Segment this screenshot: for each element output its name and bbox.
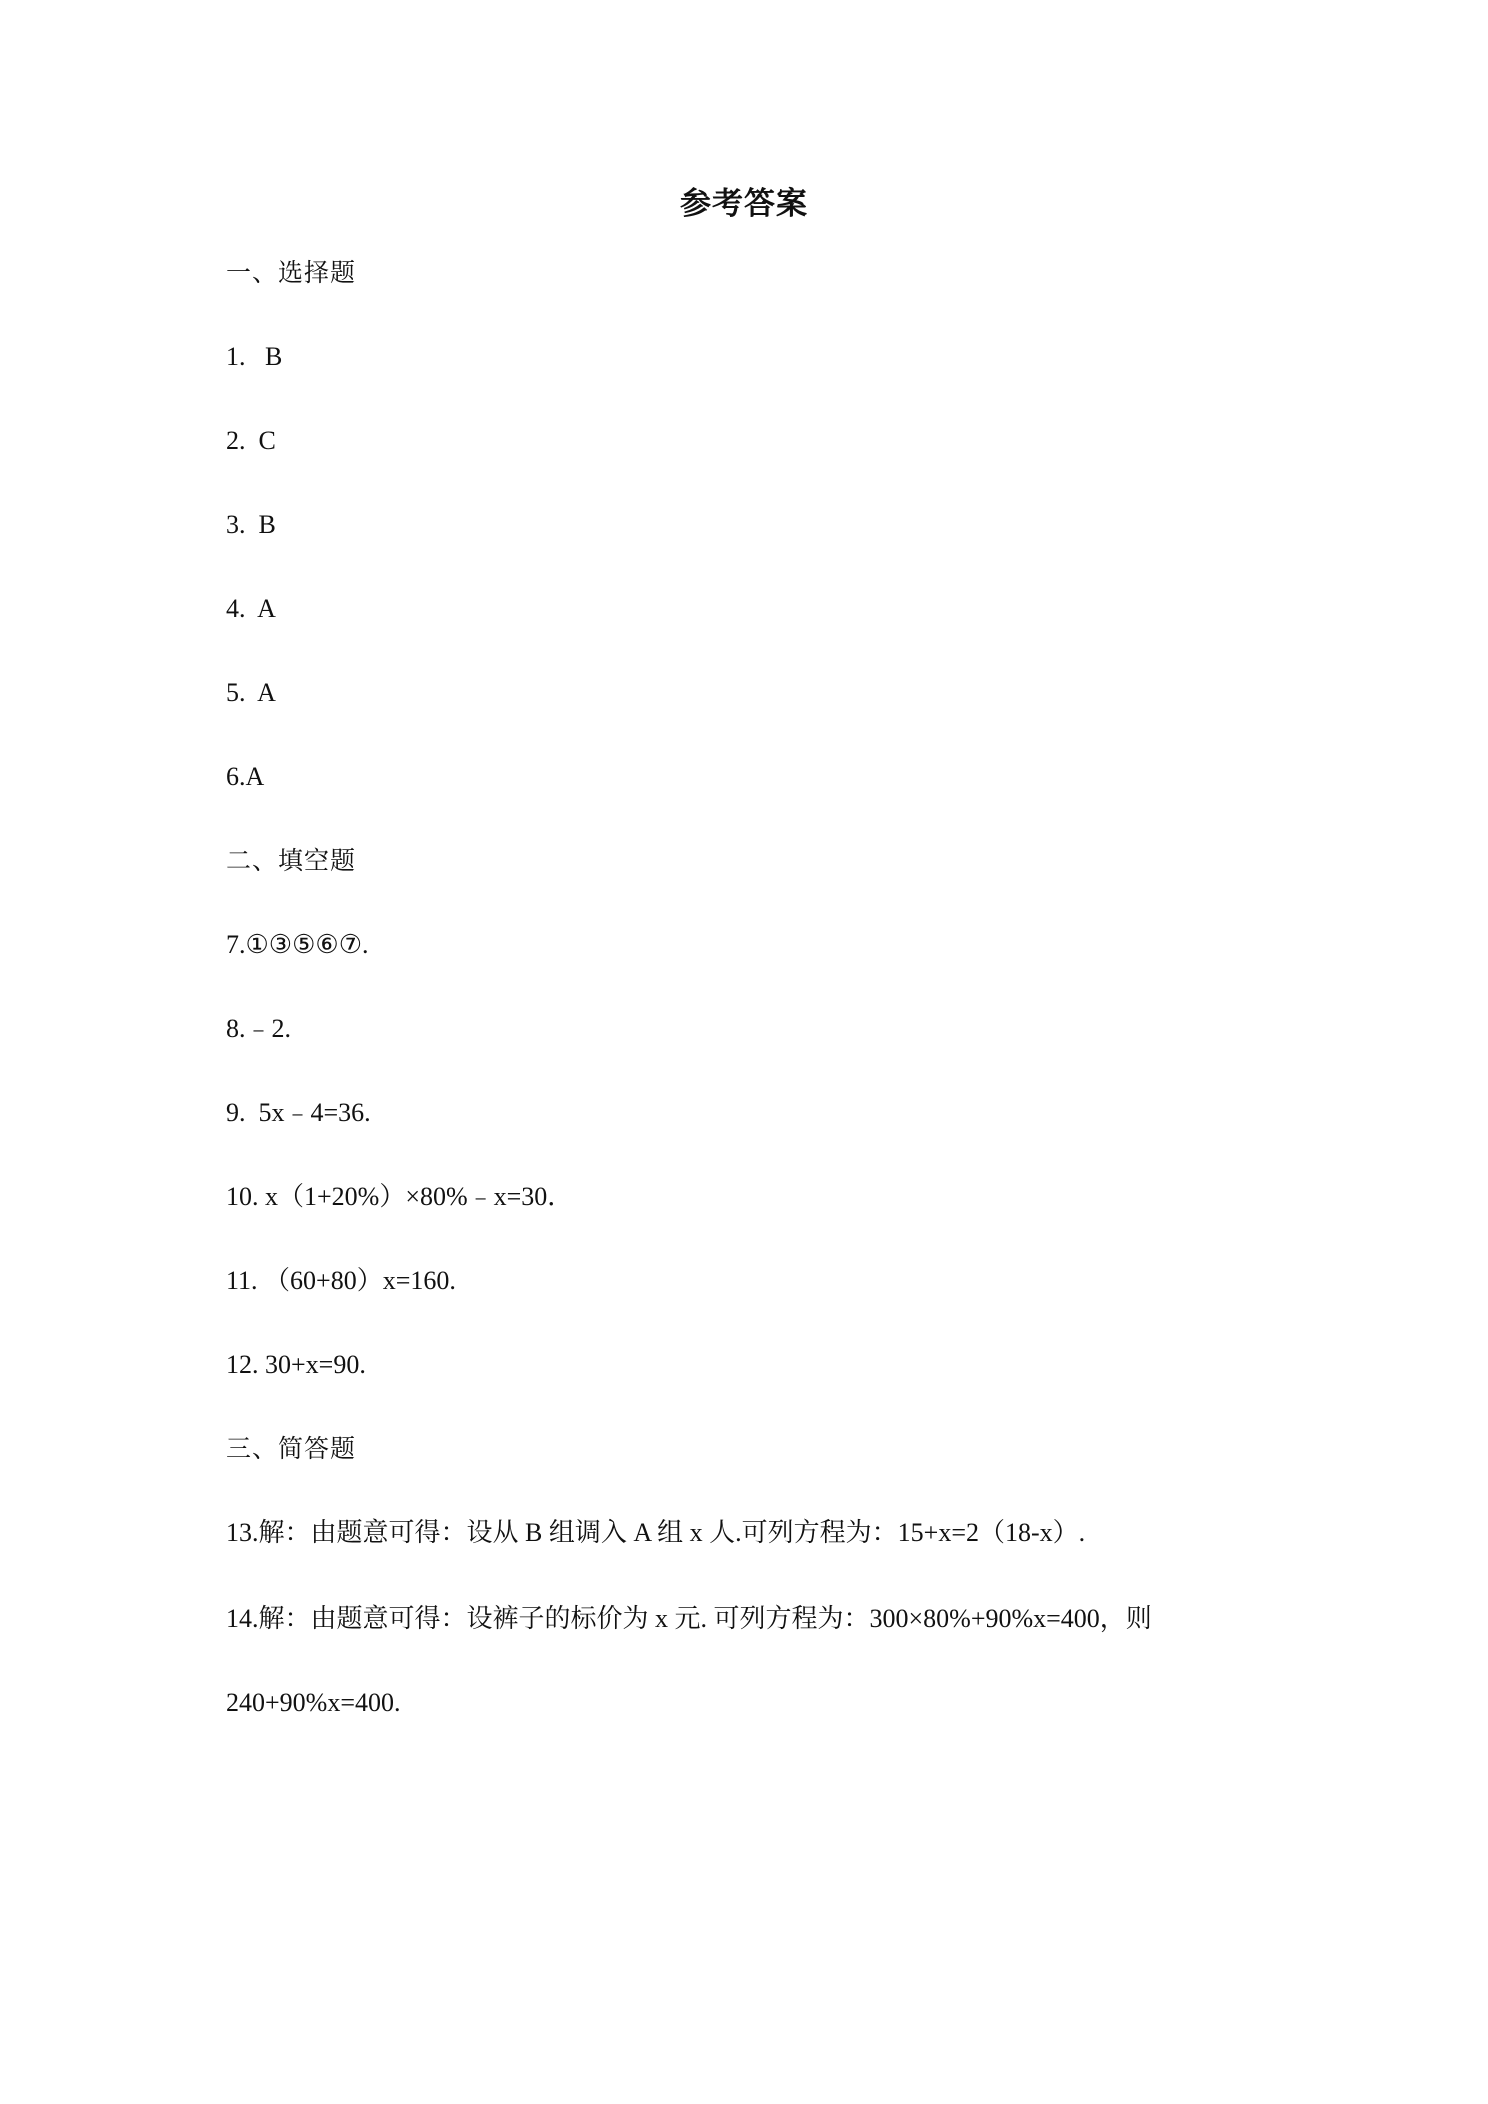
answer-8: 8.﹣2. (226, 1014, 292, 1043)
answer-10: 10. x（1+20%）×80%﹣x=30． (226, 1182, 574, 1211)
answer-4: 4. A (226, 594, 276, 623)
section-heading-fill-in-blank: 二、填空题 (226, 846, 357, 875)
section-heading-short-answer: 三、简答题 (226, 1434, 357, 1463)
answer-14: 14.解：由题意可得：设裤子的标价为 x 元. 可列方程为：300×80%+90%x=400，则 240+90%x=400. (226, 1604, 1152, 1717)
answer-12: 12. 30+x=90. (226, 1350, 366, 1379)
answer-9: 9. 5x﹣4=36. (226, 1098, 371, 1127)
answer-2: 2. C (226, 426, 276, 455)
answer-1: 1. B (226, 342, 283, 371)
answer-6: 6.A (226, 762, 265, 791)
answer-7: 7.①③⑤⑥⑦. (226, 930, 369, 959)
page-title: 参考答案 (680, 186, 808, 222)
section-heading-multiple-choice: 一、选择题 (226, 258, 357, 287)
answer-5: 5. A (226, 678, 276, 707)
answer-11: 11. （60+80）x=160. (226, 1266, 456, 1295)
answer-13: 13.解：由题意可得：设从 B 组调入 A 组 x 人.可列方程为：15+x=2（18-x）. (226, 1518, 1086, 1547)
answer-3: 3. B (226, 510, 276, 539)
